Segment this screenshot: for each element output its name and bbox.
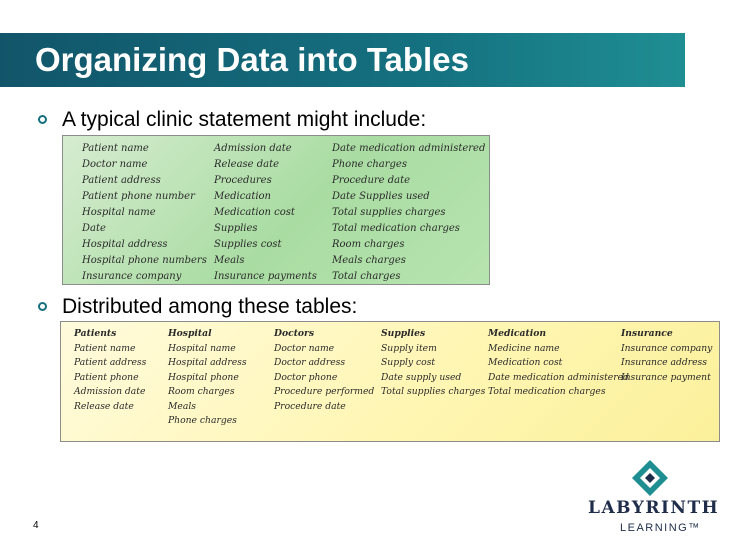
statement-field: Hospital phone numbers [82,255,207,266]
table-field: Hospital phone [168,371,239,383]
statement-field: Date Supplies used [332,191,430,202]
statement-field: Total charges [332,271,401,282]
logo-subtitle: LEARNING™ [620,522,701,534]
bullet-icon [38,115,47,124]
table-name: Doctors [274,328,315,339]
table-name: Hospital [168,328,212,339]
clinic-statement-panel [62,135,490,285]
slide-title: Organizing Data into Tables [35,41,469,78]
title-bar [0,33,685,87]
statement-field: Insurance company [82,271,182,282]
table-field: Insurance company [621,342,713,354]
statement-field: Date medication administered [332,143,486,154]
statement-field: Medication cost [214,207,295,218]
table-field: Doctor phone [274,371,338,383]
table-column-hospital [168,327,274,429]
table-field: Doctor address [274,357,346,368]
table-name: Patients [74,328,117,339]
bullet-icon [38,302,47,311]
table-field: Medicine name [488,342,560,354]
statement-field: Meals charges [332,255,406,266]
table-field: Hospital address [168,357,247,368]
table-field: Hospital name [168,342,236,354]
statement-field: Insurance payments [214,271,317,282]
statement-field: Supplies cost [214,239,282,250]
table-field: Procedure performed [274,386,375,397]
table-column-doctors [274,327,381,429]
table-field: Supply item [381,342,437,354]
statement-field: Meals [214,255,245,266]
table-field: Total supplies charges [381,386,486,397]
statement-field: Date [82,223,106,234]
statement-field: Patient address [82,175,161,186]
statement-field: Hospital name [82,207,156,218]
table-field: Room charges [168,386,235,397]
table-field: Insurance address [621,357,707,368]
statement-field: Doctor name [82,159,148,170]
statement-field: Patient phone number [82,191,195,202]
table-field: Meals [168,400,196,412]
statement-field: Admission date [214,143,292,154]
statement-field: Medication [214,191,271,202]
statement-field: Room charges [332,239,405,250]
table-name: Supplies [381,328,426,339]
table-field: Procedure date [274,400,346,412]
table-field: Total medication charges [488,386,606,397]
table-name: Insurance [621,328,673,339]
table-field: Doctor name [274,342,335,354]
table-field: Release date [74,400,134,412]
statement-field: Hospital address [82,239,168,250]
labyrinth-logo-icon [630,458,670,498]
statement-field-grid [82,141,492,285]
slide-number: 4 [33,520,39,531]
table-field: Patient name [74,342,136,354]
statement-field: Supplies [214,223,258,234]
bullet-text-tables: Distributed among these tables: [62,295,358,318]
table-columns [74,327,711,429]
table-column-supplies [381,327,488,429]
statement-field: Release date [214,159,280,170]
tables-panel [60,321,720,442]
statement-field: Procedures [214,175,272,186]
statement-field: Procedure date [332,175,411,186]
bullet-text-statement: A typical clinic statement might include: [62,108,427,131]
table-field: Phone charges [168,415,237,426]
logo-wordmark: LABYRINTH [588,498,720,518]
table-column-patients [74,327,168,429]
table-field: Patient phone [74,371,139,383]
table-field: Insurance payment [621,371,711,383]
table-field: Supply cost [381,357,436,368]
statement-field: Total medication charges [332,223,460,234]
statement-field: Patient name [82,143,149,154]
table-column-medication [488,327,629,429]
table-field: Admission date [74,386,146,397]
table-field: Date supply used [381,371,462,383]
table-field: Patient address [74,357,147,368]
statement-field: Phone charges [332,159,407,170]
table-field: Medication cost [488,357,563,368]
table-field: Date medication administered [488,371,629,383]
statement-field: Total supplies charges [332,207,446,218]
table-column-insurance [621,327,711,429]
table-name: Medication [488,328,547,339]
